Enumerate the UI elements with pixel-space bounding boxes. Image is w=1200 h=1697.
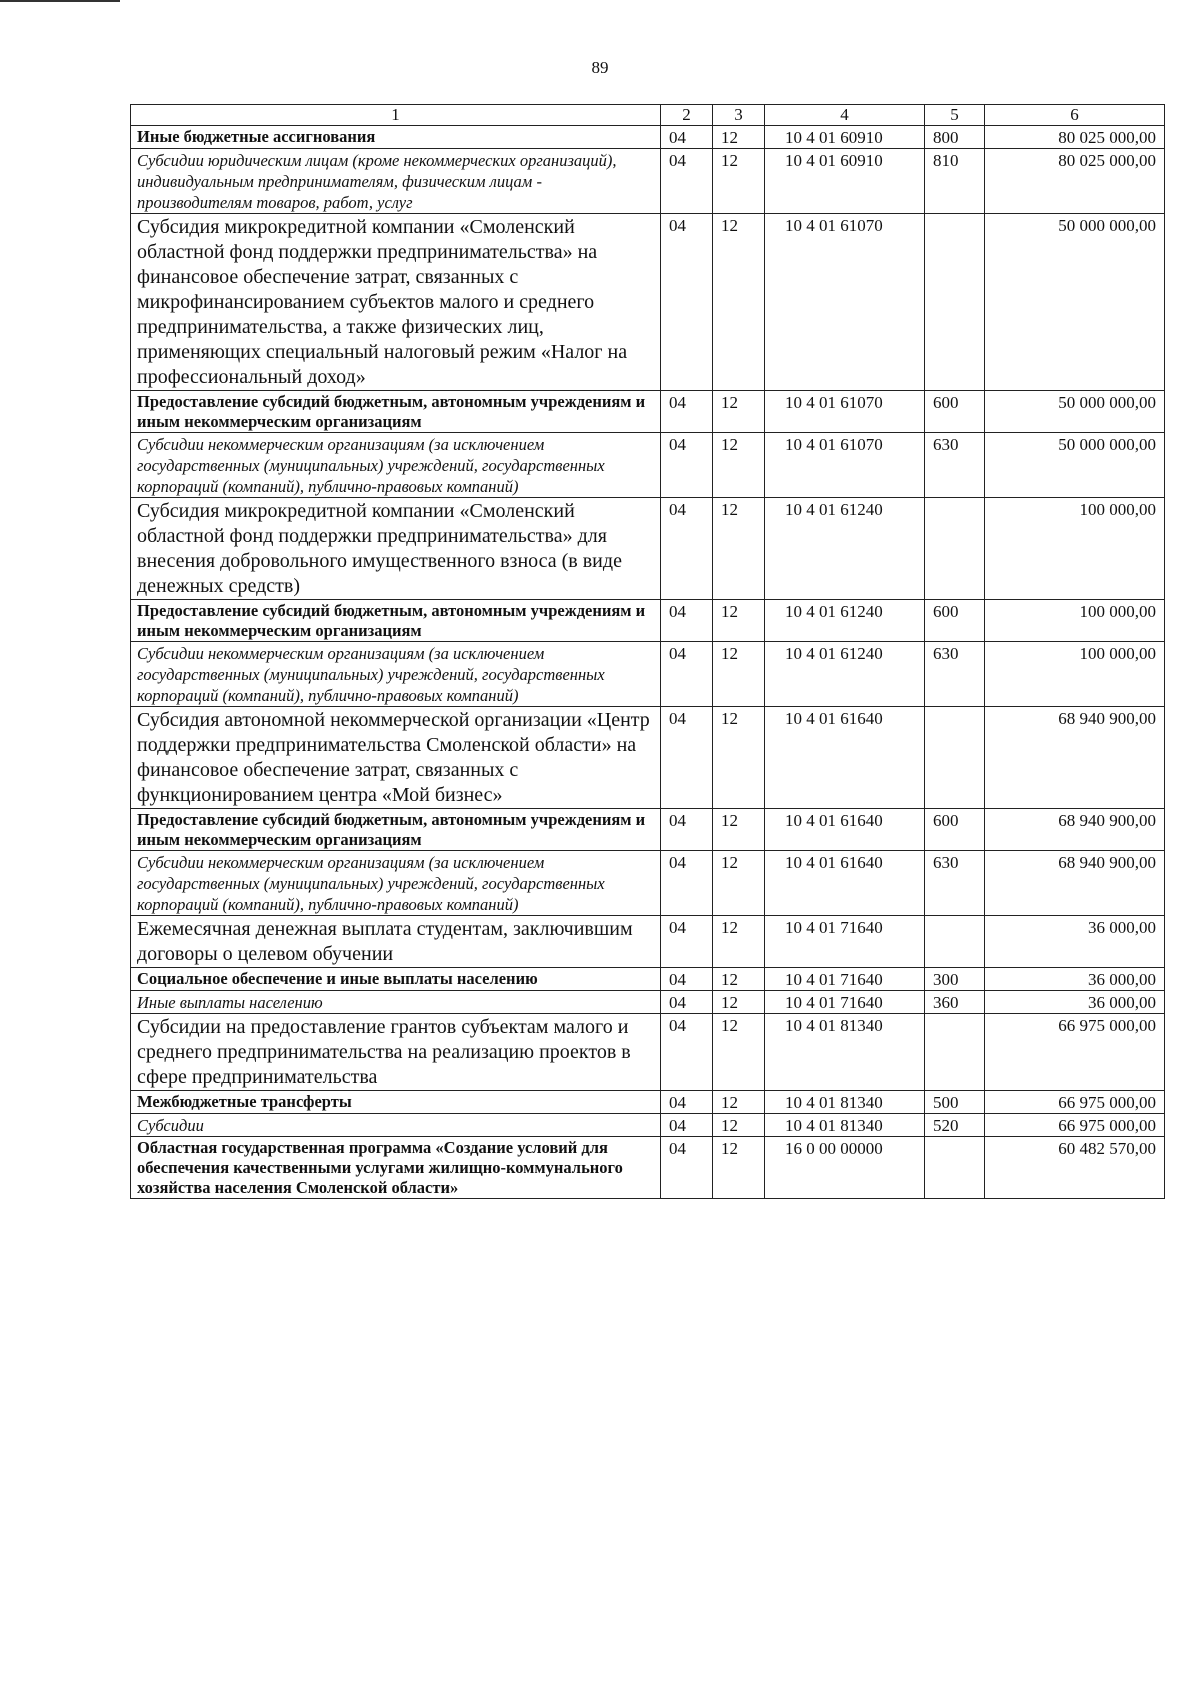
- row-name: Субсидия микрокредитной компании «Смоленский областной фонд поддержки предпринимательства» на финансовое обеспечение затрат, связанных с микрофинансированием субъектов малого и среднего предпринимательства, а также физических лиц, применяющих специальный налоговый режим «Налог на профессиональный доход»: [131, 214, 661, 391]
- row-target-code: 10 4 01 61240: [765, 498, 925, 600]
- row-target-code: 10 4 01 61640: [765, 851, 925, 916]
- row-name: Субсидии некоммерческим организациям (за исключением государственных (муниципальных) учреждений, государственных корпораций (компаний), публично-правовых компаний): [131, 433, 661, 498]
- row-subsection: 12: [713, 498, 765, 600]
- header-col-6: 6: [985, 105, 1165, 126]
- row-amount: 100 000,00: [985, 498, 1165, 600]
- header-col-3: 3: [713, 105, 765, 126]
- row-target-code: 10 4 01 61070: [765, 433, 925, 498]
- row-section: 04: [661, 498, 713, 600]
- row-subsection: 12: [713, 968, 765, 991]
- top-rule: [0, 0, 120, 2]
- row-amount: 36 000,00: [985, 968, 1165, 991]
- row-amount: 50 000 000,00: [985, 214, 1165, 391]
- row-expense-type: [925, 1137, 985, 1199]
- row-section: 04: [661, 600, 713, 642]
- table-row: [131, 126, 1165, 149]
- row-target-code: 10 4 01 61070: [765, 214, 925, 391]
- row-name: Субсидии юридическим лицам (кроме некоммерческих организаций), индивидуальным предпринимателям, физическим лицам - производителям товаров, работ, услуг: [131, 149, 661, 214]
- header-col-2: 2: [661, 105, 713, 126]
- row-subsection: 12: [713, 126, 765, 149]
- table-row: [131, 968, 1165, 991]
- row-amount: 80 025 000,00: [985, 149, 1165, 214]
- row-expense-type: 520: [925, 1114, 985, 1137]
- page-number: 89: [591, 58, 609, 77]
- row-name: Иные выплаты населению: [131, 991, 661, 1014]
- row-section: 04: [661, 1014, 713, 1091]
- row-amount: 50 000 000,00: [985, 391, 1165, 433]
- table-row: [131, 1114, 1165, 1137]
- row-subsection: 12: [713, 707, 765, 809]
- row-subsection: 12: [713, 1114, 765, 1137]
- row-section: 04: [661, 126, 713, 149]
- row-name: Социальное обеспечение и иные выплаты населению: [131, 968, 661, 991]
- row-amount: 80 025 000,00: [985, 126, 1165, 149]
- row-name: Областная государственная программа «Создание условий для обеспечения качественными услугами жилищно-коммунального хозяйства населения Смоленской области»: [131, 1137, 661, 1199]
- table-row: [131, 1091, 1165, 1114]
- row-target-code: 10 4 01 71640: [765, 968, 925, 991]
- table-row: [131, 498, 1165, 600]
- row-name: Субсидия автономной некоммерческой организации «Центр поддержки предпринимательства Смоленской области» на финансовое обеспечение затрат, связанных с функционированием центра «Мой бизнес»: [131, 707, 661, 809]
- header-row: [131, 105, 1165, 126]
- row-expense-type: [925, 707, 985, 809]
- row-amount: 66 975 000,00: [985, 1014, 1165, 1091]
- row-subsection: 12: [713, 433, 765, 498]
- row-target-code: 10 4 01 61640: [765, 707, 925, 809]
- row-subsection: 12: [713, 214, 765, 391]
- table-row: [131, 600, 1165, 642]
- row-target-code: 10 4 01 61640: [765, 809, 925, 851]
- row-amount: 68 940 900,00: [985, 707, 1165, 809]
- row-section: 04: [661, 809, 713, 851]
- row-amount: 66 975 000,00: [985, 1091, 1165, 1114]
- row-amount: 100 000,00: [985, 642, 1165, 707]
- row-section: 04: [661, 642, 713, 707]
- row-target-code: 10 4 01 61240: [765, 642, 925, 707]
- row-target-code: 10 4 01 81340: [765, 1114, 925, 1137]
- row-expense-type: 600: [925, 600, 985, 642]
- table-row: [131, 642, 1165, 707]
- table-row: [131, 391, 1165, 433]
- row-amount: 68 940 900,00: [985, 809, 1165, 851]
- row-expense-type: [925, 214, 985, 391]
- table-row: [131, 991, 1165, 1014]
- row-expense-type: 630: [925, 851, 985, 916]
- table-body: [131, 126, 1165, 1199]
- table-row: [131, 433, 1165, 498]
- row-amount: 100 000,00: [985, 600, 1165, 642]
- row-expense-type: 600: [925, 391, 985, 433]
- row-section: 04: [661, 968, 713, 991]
- row-section: 04: [661, 991, 713, 1014]
- row-subsection: 12: [713, 642, 765, 707]
- row-name: Предоставление субсидий бюджетным, автономным учреждениям и иным некоммерческим организациям: [131, 809, 661, 851]
- row-target-code: 10 4 01 61240: [765, 600, 925, 642]
- row-subsection: 12: [713, 149, 765, 214]
- row-target-code: 10 4 01 71640: [765, 916, 925, 968]
- row-expense-type: [925, 1014, 985, 1091]
- row-section: 04: [661, 851, 713, 916]
- row-target-code: 16 0 00 00000: [765, 1137, 925, 1199]
- row-expense-type: 600: [925, 809, 985, 851]
- row-subsection: 12: [713, 851, 765, 916]
- row-amount: 50 000 000,00: [985, 433, 1165, 498]
- row-target-code: 10 4 01 60910: [765, 126, 925, 149]
- row-subsection: 12: [713, 916, 765, 968]
- row-subsection: 12: [713, 600, 765, 642]
- table-row: [131, 916, 1165, 968]
- row-subsection: 12: [713, 991, 765, 1014]
- row-name: Субсидии: [131, 1114, 661, 1137]
- row-name: Межбюджетные трансферты: [131, 1091, 661, 1114]
- row-section: 04: [661, 433, 713, 498]
- row-amount: 60 482 570,00: [985, 1137, 1165, 1199]
- table-row: [131, 1137, 1165, 1199]
- row-amount: 68 940 900,00: [985, 851, 1165, 916]
- row-name: Предоставление субсидий бюджетным, автономным учреждениям и иным некоммерческим организациям: [131, 600, 661, 642]
- row-section: 04: [661, 214, 713, 391]
- row-subsection: 12: [713, 1091, 765, 1114]
- row-subsection: 12: [713, 391, 765, 433]
- row-subsection: 12: [713, 1014, 765, 1091]
- row-name: Субсидия микрокредитной компании «Смоленский областной фонд поддержки предпринимательства» для внесения добровольного имущественного взноса (в виде денежных средств): [131, 498, 661, 600]
- row-section: 04: [661, 707, 713, 809]
- row-section: 04: [661, 1091, 713, 1114]
- row-expense-type: 630: [925, 642, 985, 707]
- row-name: Ежемесячная денежная выплата студентам, заключившим договоры о целевом обучении: [131, 916, 661, 968]
- table-header: [131, 105, 1165, 126]
- row-target-code: 10 4 01 81340: [765, 1014, 925, 1091]
- row-amount: 36 000,00: [985, 916, 1165, 968]
- row-name: Субсидии на предоставление грантов субъектам малого и среднего предпринимательства на реализацию проектов в сфере предпринимательства: [131, 1014, 661, 1091]
- header-col-4: 4: [765, 105, 925, 126]
- table-row: [131, 851, 1165, 916]
- row-expense-type: 500: [925, 1091, 985, 1114]
- row-subsection: 12: [713, 1137, 765, 1199]
- row-target-code: 10 4 01 71640: [765, 991, 925, 1014]
- row-expense-type: 810: [925, 149, 985, 214]
- row-target-code: 10 4 01 61070: [765, 391, 925, 433]
- header-col-1: 1: [131, 105, 661, 126]
- row-expense-type: [925, 498, 985, 600]
- table-row: [131, 214, 1165, 391]
- row-name: Предоставление субсидий бюджетным, автономным учреждениям и иным некоммерческим организациям: [131, 391, 661, 433]
- row-section: 04: [661, 1137, 713, 1199]
- row-target-code: 10 4 01 81340: [765, 1091, 925, 1114]
- row-expense-type: 800: [925, 126, 985, 149]
- table-row: [131, 1014, 1165, 1091]
- row-expense-type: [925, 916, 985, 968]
- row-name: Иные бюджетные ассигнования: [131, 126, 661, 149]
- row-name: Субсидии некоммерческим организациям (за исключением государственных (муниципальных) учреждений, государственных корпораций (компаний), публично-правовых компаний): [131, 642, 661, 707]
- table-row: [131, 149, 1165, 214]
- row-section: 04: [661, 149, 713, 214]
- row-section: 04: [661, 391, 713, 433]
- table-row: [131, 809, 1165, 851]
- row-subsection: 12: [713, 809, 765, 851]
- budget-table: [130, 104, 1165, 1199]
- row-expense-type: 630: [925, 433, 985, 498]
- row-expense-type: 360: [925, 991, 985, 1014]
- row-expense-type: 300: [925, 968, 985, 991]
- row-amount: 36 000,00: [985, 991, 1165, 1014]
- header-col-5: 5: [925, 105, 985, 126]
- row-name: Субсидии некоммерческим организациям (за исключением государственных (муниципальных) учреждений, государственных корпораций (компаний), публично-правовых компаний): [131, 851, 661, 916]
- row-section: 04: [661, 1114, 713, 1137]
- row-amount: 66 975 000,00: [985, 1114, 1165, 1137]
- row-section: 04: [661, 916, 713, 968]
- table-row: [131, 707, 1165, 809]
- row-target-code: 10 4 01 60910: [765, 149, 925, 214]
